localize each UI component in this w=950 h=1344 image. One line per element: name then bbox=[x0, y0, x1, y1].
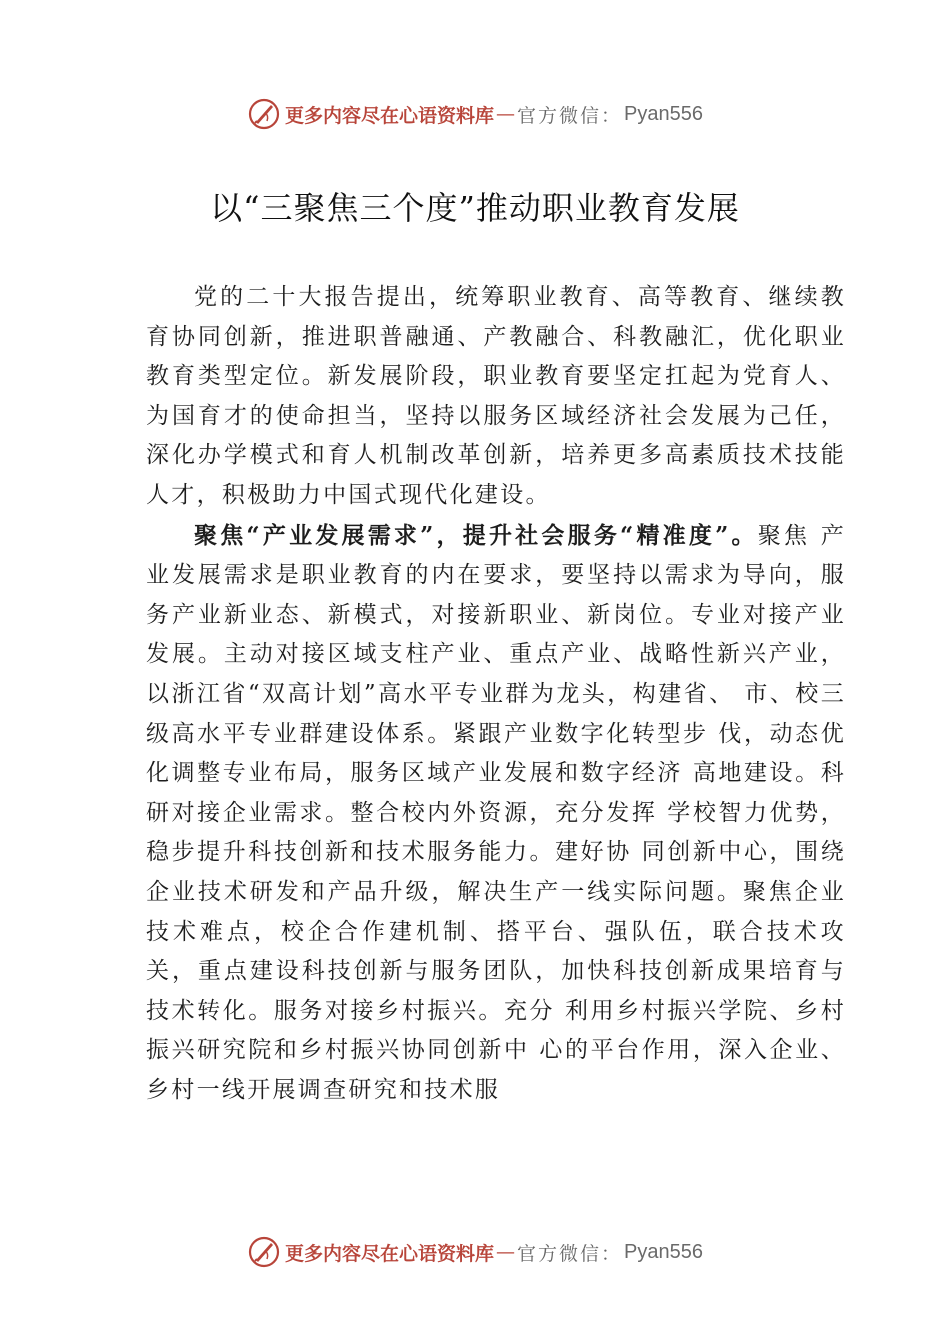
wechat-label: 官方微信： bbox=[517, 1242, 623, 1265]
wechat-label: 官方微信： bbox=[517, 104, 623, 127]
quill-pen-logo-icon bbox=[247, 1235, 281, 1269]
site-name: 更多内容尽在心语资料库 bbox=[285, 104, 495, 127]
footer-banner bbox=[0, 1230, 950, 1274]
paragraph-section-1 bbox=[146, 516, 846, 1111]
banner-dash: — bbox=[496, 1241, 516, 1263]
header-banner bbox=[0, 92, 950, 136]
document-title: 以“三聚焦三个度”推动职业教育发展 bbox=[210, 189, 740, 227]
section-heading: 聚焦“产业发展需求”，提升社会服务“精准度”。 bbox=[194, 521, 758, 549]
site-name: 更多内容尽在心语资料库 bbox=[285, 1242, 495, 1265]
banner-dash: — bbox=[496, 103, 516, 125]
wechat-id: Pyan556 bbox=[624, 102, 703, 125]
document-body bbox=[146, 278, 846, 1110]
paragraph-intro: 党的二十大报告提出，统筹职业教育、高等教育、继续教育协同创新，推进职普融通、产教融合、科教融汇，优化职业教育类型定位。新发展阶段，职业教育要坚定扛起为党育人、为国育才的使命担当，坚持以服务区域经济社会发展为己任，深化办学模式和育人机制改革创新，培养更多高素质技术技能人才，积极助力中国式现代化建设。 bbox=[146, 284, 846, 508]
wechat-id: Pyan556 bbox=[624, 1240, 703, 1263]
section-body: 聚焦 产业发展需求是职业教育的内在要求，要坚持以需求为导向，服务产业新业态、新模式，对接新职业、新岗位。专业对接产业发展。主动对接区域支柱产业、重点产业、战略性新兴产业，以浙江省“双高计划”高水平专业群为龙头，构建省、 市、校三级高水平专业群建设体系。紧跟产业数字化转型步 伐，动态优化调整专业布局，服务区域产业发展和数字经济 高地建设。科研对接企业需求。整合校内外资源，充分发挥 学校智力优势，稳步提升科技创新和技术服务能力。建好协 同创新中心，围绕企业技术研发和产品升级，解决生产一线实际问题。聚焦企业技术难点，校企合作建机制、搭平台、强队伍，联合技术攻关，重点建设科技创新与服务团队，加快科技创新成果培育与技术转化。服务对接乡村振兴。充分 利用乡村振兴学院、乡村振兴研究院和乡村振兴协同创新中 心的平台作用，深入企业、乡村一线开展调查研究和技术服 bbox=[146, 522, 846, 1103]
quill-pen-logo-icon bbox=[247, 97, 281, 131]
